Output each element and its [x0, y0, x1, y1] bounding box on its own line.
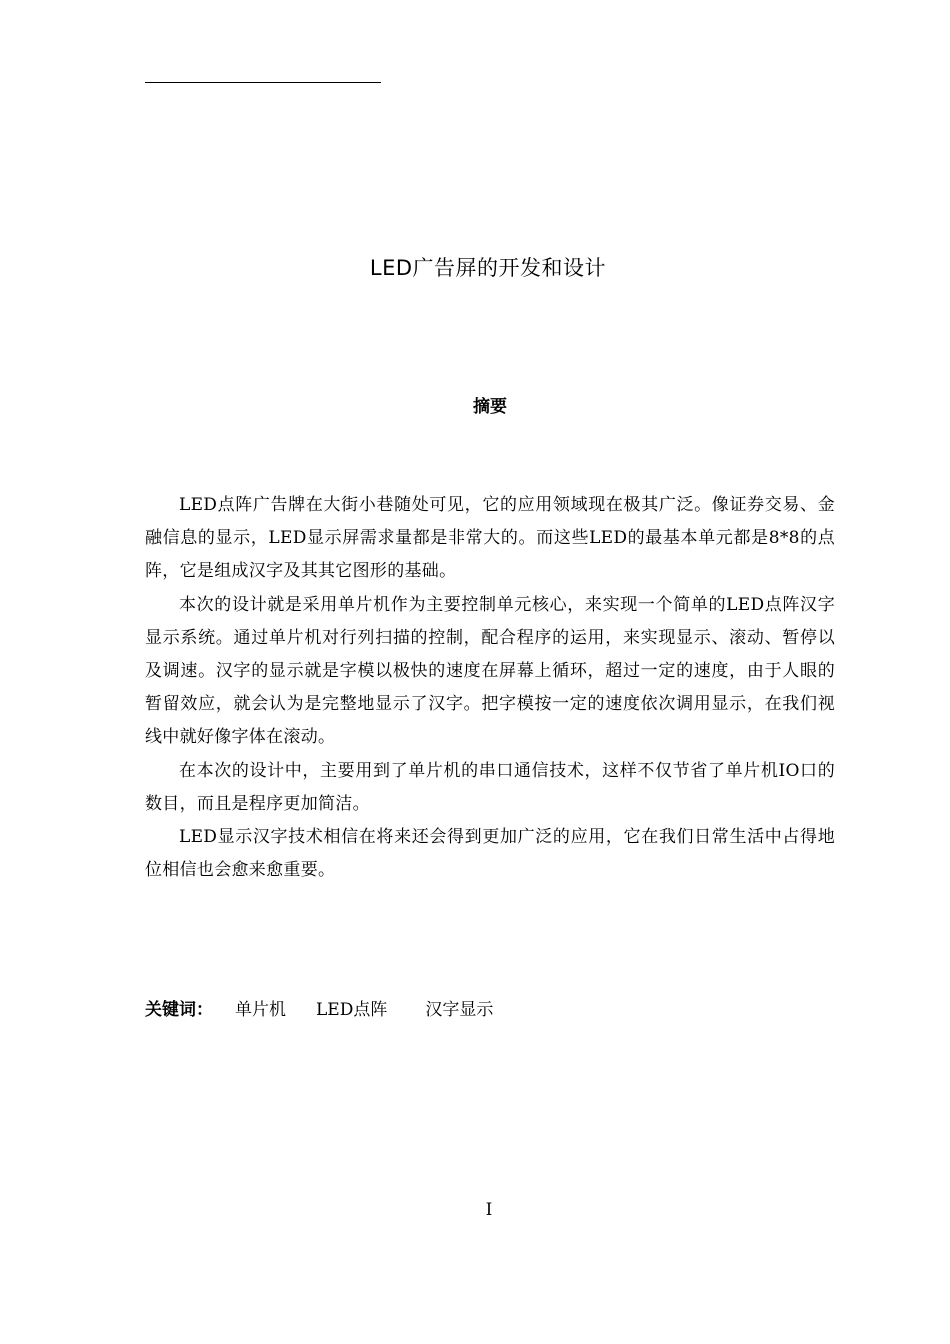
page-number: I — [485, 1200, 493, 1220]
document-title: LED广告屏的开发和设计 — [369, 256, 607, 280]
abstract-paragraph-3: 在本次的设计中，主要用到了单片机的串口通信技术，这样不仅节省了单片机IO口的数目，而且是程序更加简洁。 — [145, 760, 835, 814]
abstract-paragraph-2: 本次的设计就是采用单片机作为主要控制单元核心，来实现一个简单的LED点阵汉字显示系统。通过单片机对行列扫描的控制，配合程序的运用，来实现显示、滚动、暂停以及调速。汉字的显示就是字模以极快的速度在屏幕上循环，超过一定的速度，由于人眼的暂留效应，就会认为是完整地显示了汉字。把字模按一定的速度依次调用显示，在我们视线中就好像字体在滚动。 — [145, 594, 835, 748]
abstract-body — [145, 489, 835, 887]
abstract-paragraph-4: LED显示汉字技术相信在将来还会得到更加广泛的应用，它在我们日常生活中占得地位相信也会愈来愈重要。 — [145, 827, 835, 881]
keyword-1: 单片机 — [235, 1000, 286, 1020]
header-rule — [145, 82, 381, 83]
abstract-heading: 摘要 — [473, 397, 507, 417]
abstract-paragraph-1: LED点阵广告牌在大街小巷随处可见，它的应用领域现在极其广泛。像证券交易、金融信息的显示，LED显示屏需求量都是非常大的。而这些LED的最基本单元都是8*8的点阵，它是组成汉字及其其它图形的基础。 — [145, 495, 835, 582]
keyword-2: LED点阵 — [316, 1000, 388, 1020]
keyword-3: 汉字显示 — [425, 1000, 494, 1020]
keywords-label: 关键词： — [145, 1000, 213, 1020]
keywords-row — [145, 996, 523, 1024]
